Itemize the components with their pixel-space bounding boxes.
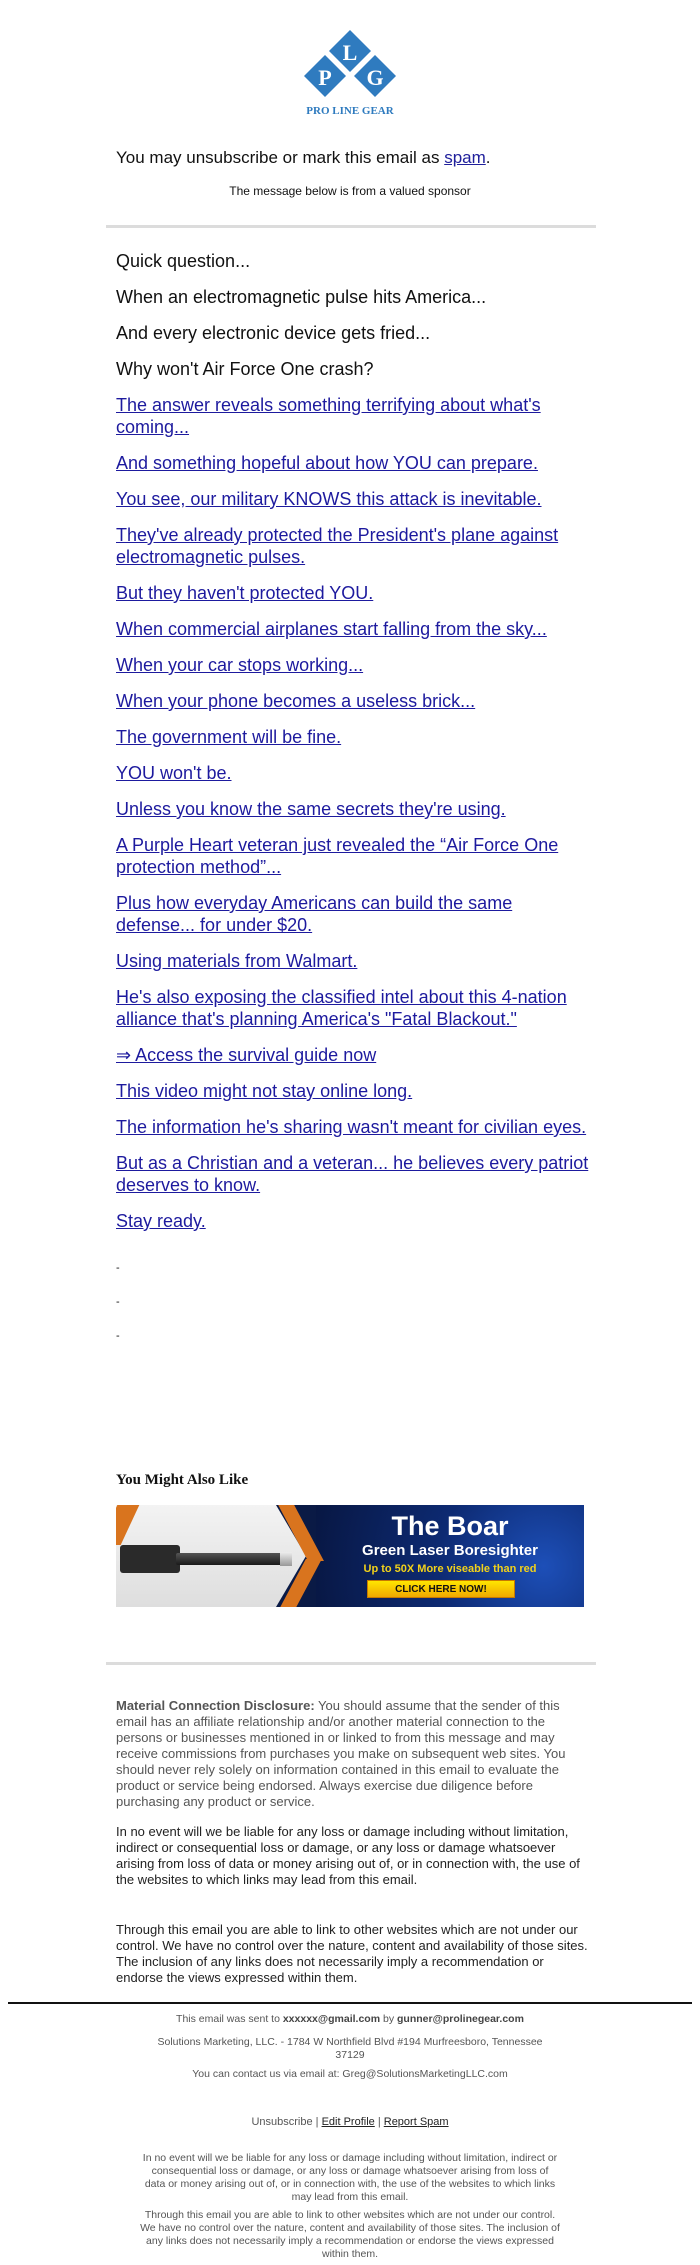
- link-separator: |: [312, 2116, 322, 2128]
- promo-link[interactable]: But as a Christian and a veteran... he believes every patriot deserves to know.: [116, 1153, 589, 1195]
- material-connection-disclosure: [116, 1698, 591, 1810]
- divider: [106, 1662, 596, 1665]
- dash-separator: -: [116, 1330, 120, 1342]
- body-text: Quick question...: [116, 251, 251, 271]
- sent-prefix: This email was sent to: [176, 2013, 283, 2025]
- divider: [106, 225, 596, 228]
- external-links-notice: Through this email you are able to link to other websites which are not under our control. We have no control over the nature, content and availability of those sites. The inclusion of any links does not necessarily imply a recommendation or endorse the views expressed within them.: [116, 1922, 588, 1985]
- promo-link[interactable]: Stay ready.: [116, 1211, 206, 1231]
- rifle-handguard-image: [120, 1545, 180, 1573]
- svg-text:L: L: [342, 40, 358, 65]
- rifle-barrel-image: [176, 1553, 288, 1565]
- plg-diamond-icon: [300, 28, 400, 120]
- promo-link[interactable]: When your phone becomes a useless brick...: [116, 691, 476, 711]
- body-text: Why won't Air Force One crash?: [116, 359, 374, 379]
- unsubscribe-link[interactable]: Unsubscribe: [251, 2116, 313, 2128]
- disclosure-text: You should assume that the sender of this email has an affiliate relationship and/or another material connection to the persons or businesses mentioned in or linked to from this message and may receive commissions from purchases you make on subsequent web sites. You should never rely solely on information contained in this email to evaluate the product or service being endorsed. Always exercise due diligence before purchasing any product or service.: [116, 1698, 566, 1809]
- dash-separator: -: [116, 1262, 120, 1274]
- sender-email: gunner@prolinegear.com: [397, 2013, 524, 2025]
- recommend-heading: You Might Also Like: [116, 1472, 249, 1488]
- banner-cta-button[interactable]: CLICK HERE NOW!: [367, 1580, 515, 1598]
- promo-link[interactable]: The information he's sharing wasn't meant for civilian eyes.: [116, 1117, 587, 1137]
- promo-link[interactable]: They've already protected the President's plane against electromagnetic pulses.: [116, 525, 559, 567]
- promo-link[interactable]: Plus how everyday Americans can build the same defense... for under $20.: [116, 893, 513, 935]
- promo-link[interactable]: And something hopeful about how YOU can prepare.: [116, 453, 538, 473]
- boar-boresighter-banner[interactable]: [116, 1505, 584, 1607]
- email-body: [116, 250, 596, 1364]
- svg-text:PRO LINE GEAR: PRO LINE GEAR: [306, 105, 394, 117]
- unsubscribe-suffix: .: [485, 148, 491, 167]
- unsubscribe-prefix: You may unsubscribe or mark this email as: [116, 148, 445, 167]
- company-address: Solutions Marketing, LLC. - 1784 W Northfield Blvd #194 Murfreesboro, Tennessee 37129: [157, 2036, 543, 2061]
- promo-link[interactable]: This video might not stay online long.: [116, 1081, 413, 1101]
- promo-link[interactable]: YOU won't be.: [116, 763, 232, 783]
- contact-email: You can contact us via email at: Greg@SolutionsMarketingLLC.com: [192, 2068, 508, 2080]
- laser-boresighter-image: [280, 1552, 292, 1566]
- promo-link[interactable]: When commercial airplanes start falling from the sky...: [116, 619, 547, 639]
- link-separator: |: [374, 2116, 384, 2128]
- banner-title: The Boar: [391, 1511, 509, 1541]
- promo-link[interactable]: The answer reveals something terrifying about what's coming...: [116, 395, 541, 437]
- access-guide-link[interactable]: ⇒ Access the survival guide now: [116, 1045, 377, 1065]
- banner-tagline: Up to 50X More viseable than red: [363, 1563, 537, 1575]
- footer-liability-notice: In no event will we be liable for any loss or damage including without limitation, indirect or consequential loss or damage, or any loss or damage whatsoever arising from loss of data or money arising out of, or in connection with, the use of the websites to which links may lead from this email.: [142, 2152, 558, 2203]
- edit-profile-link[interactable]: Edit Profile: [321, 2116, 375, 2128]
- report-spam-link[interactable]: Report Spam: [383, 2116, 449, 2128]
- banner-subtitle: Green Laser Boresighter: [362, 1542, 538, 1559]
- dash-separator: -: [116, 1296, 120, 1308]
- promo-link[interactable]: You see, our military KNOWS this attack is inevitable.: [116, 489, 542, 509]
- unsubscribe-notice: [116, 148, 491, 168]
- recipient-email: xxxxxx@gmail.com: [282, 2013, 381, 2025]
- pro-line-gear-logo: [300, 28, 400, 120]
- disclosure-label: Material Connection Disclosure:: [116, 1698, 315, 1713]
- promo-link[interactable]: Using materials from Walmart.: [116, 951, 358, 971]
- svg-text:G: G: [366, 65, 384, 90]
- liability-notice: In no event will we be liable for any loss or damage including without limitation, indirect or consequential loss or damage, or any loss or damage whatsoever arising from loss of data or money arising out of, or in connection with, the use of the websites to which links may lead from this email.: [116, 1824, 580, 1887]
- promo-link[interactable]: He's also exposing the classified intel about this 4-nation alliance that's planning America's "Fatal Blackout.": [116, 987, 567, 1029]
- spam-link[interactable]: spam: [444, 148, 486, 167]
- svg-text:P: P: [318, 65, 332, 90]
- promo-link[interactable]: A Purple Heart veteran just revealed the “Air Force One protection method”...: [116, 835, 559, 877]
- promo-link[interactable]: But they haven't protected YOU.: [116, 583, 374, 603]
- footer-external-links-notice: Through this email you are able to link to other websites which are not under our control. We have no control over the nature, content and availability of those sites. The inclusion of any links does not necessarily imply a recommendation or endorse the views expressed within them.: [140, 2209, 560, 2260]
- promo-link[interactable]: The government will be fine.: [116, 727, 342, 747]
- sent-to-notice: [100, 2013, 600, 2026]
- sponsor-note: The message below is from a valued sponsor: [229, 184, 471, 198]
- footer-divider: [8, 2002, 692, 2004]
- body-text: When an electromagnetic pulse hits America...: [116, 287, 487, 307]
- sent-mid: by: [380, 2013, 397, 2025]
- footer-links: [100, 2116, 600, 2129]
- promo-link[interactable]: When your car stops working...: [116, 655, 364, 675]
- promo-link[interactable]: Unless you know the same secrets they're using.: [116, 799, 506, 819]
- body-text: And every electronic device gets fried...: [116, 323, 431, 343]
